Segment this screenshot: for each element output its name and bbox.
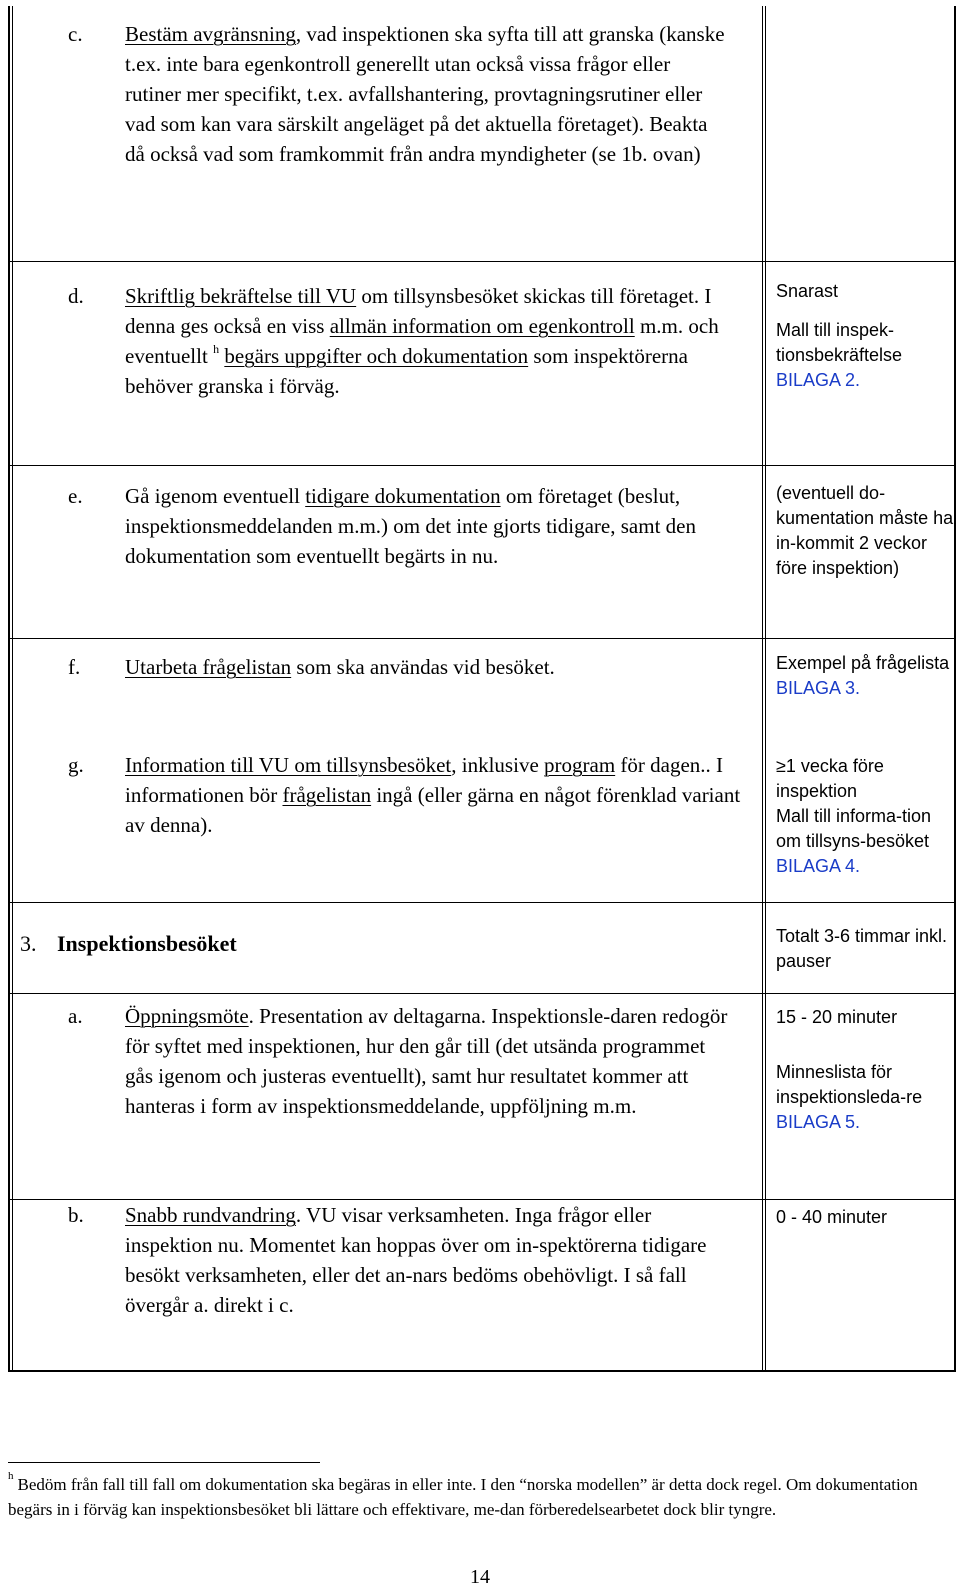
link-program[interactable]: program xyxy=(544,753,616,777)
section-side: Totalt 3-6 timmar inkl. pauser xyxy=(776,926,948,971)
row-d-text xyxy=(125,281,745,401)
row-e-text-1: Gå igenom eventuell xyxy=(125,484,306,508)
row-letter: c. xyxy=(68,22,83,46)
row-e-side: (eventuell do-kumentation måste ha in-kommit 2 veckor före inspektion) xyxy=(776,483,954,578)
side-memo-text: Minneslista för inspektionsleda-re xyxy=(776,1062,923,1107)
link-tidigare-dokumentation[interactable]: tidigare dokumentation xyxy=(305,484,501,508)
row-b-text-1: . VU visar verksamheten. Inga frågor eller inspektion nu. Momentet kan hoppas över om in-spektörerna tidigare besökt verksamheten, eller det an-nars bedöms obehövligt. I så fall övergår a. direkt i c. xyxy=(125,1203,707,1317)
link-fragelistan[interactable]: frågelistan xyxy=(282,783,372,807)
row-rule xyxy=(8,465,956,466)
side-timing: ≥1 vecka före inspektion xyxy=(776,756,884,801)
row-g-text-3: ingå (eller gärna en något förenklad variant av denna). xyxy=(125,783,741,837)
link-utarbeta-fragelistan[interactable]: Utarbeta frågelistan xyxy=(125,655,292,679)
link-information-till-vu[interactable]: Information till VU om tillsynsbesöket xyxy=(125,753,452,777)
bilaga-3-link[interactable]: BILAGA 3. xyxy=(776,678,861,698)
side-template: Mall till inspek-tionsbekräftelse xyxy=(776,320,903,365)
link-oppningsmote[interactable]: Öppningsmöte xyxy=(125,1004,249,1028)
footnote-mark: h xyxy=(8,1470,14,1483)
row-f-text xyxy=(125,652,745,682)
link-snabb-rundvandring[interactable]: Snabb rundvandring xyxy=(125,1203,296,1227)
row-letter: d. xyxy=(68,284,84,308)
footnote-separator xyxy=(8,1462,320,1463)
section-title: Inspektionsbesöket xyxy=(57,931,237,956)
row-rule xyxy=(8,902,956,903)
row-rule xyxy=(8,261,956,262)
table-left-border xyxy=(8,6,10,1372)
row-letter: e. xyxy=(68,484,83,508)
row-e-text xyxy=(125,481,745,571)
row-a-side xyxy=(776,1005,956,1135)
row-letter: g. xyxy=(68,753,84,777)
row-letter: b. xyxy=(68,1203,84,1227)
bilaga-4-link[interactable]: BILAGA 4. xyxy=(776,856,861,876)
side-template: Mall till informa-tion om tillsyns-besöket xyxy=(776,806,932,851)
row-f-side xyxy=(776,651,956,701)
side-timing: Snarast xyxy=(776,281,839,301)
link-bestam-avgransning[interactable]: Bestäm avgränsning xyxy=(125,22,296,46)
row-b-side: 0 - 40 minuter xyxy=(776,1207,888,1227)
row-d-text-2: m.m. och eventuellt xyxy=(125,314,719,368)
bilaga-5-link[interactable]: BILAGA 5. xyxy=(776,1112,861,1132)
row-b-text xyxy=(125,1200,730,1320)
side-example: Exempel på frågelista xyxy=(776,653,950,673)
link-skriftlig-bekraftelse[interactable]: Skriftlig bekräftelse till VU xyxy=(125,284,357,308)
row-a-text xyxy=(125,1001,730,1121)
bilaga-2-link[interactable]: BILAGA 2. xyxy=(776,370,861,390)
row-g-side xyxy=(776,754,956,879)
side-memo xyxy=(776,1060,956,1135)
footnote-ref[interactable]: h xyxy=(213,342,220,356)
row-letter: a. xyxy=(68,1004,83,1028)
row-g-text-2: för dagen.. I informationen bör xyxy=(125,753,724,807)
section-number: 3. xyxy=(20,931,37,956)
row-d-side xyxy=(776,279,956,393)
footnote-text: Bedöm från fall till fall om dokumentation ska begäras in eller inte. I den “norska modellen” är detta dock regel. Om dokumentation begärs in i förväg kan inspektionsbesöket bli lättare och effektivare, me-dan förberedelsearbetet dock blir tyngre. xyxy=(8,1475,918,1519)
link-allman-information[interactable]: allmän information om egenkontroll xyxy=(329,314,635,338)
row-letter: f. xyxy=(68,655,81,679)
page-number: 14 xyxy=(470,1566,490,1588)
row-a-text-1: . Presentation av deltagarna. Inspektionsle-daren redogör för syftet med inspektionen, hur den går till (det utsända programmet gås igenom och justeras eventuellt), samt hur resultatet kommer att hanteras i form av inspektionsmeddelande, uppföljning m.m. xyxy=(125,1004,728,1118)
row-e-text-2: om företaget (beslut, inspektionsmeddelanden m.m.) om det inte gjorts tidigare, samt den dokumentation som eventuellt begärts in nu. xyxy=(125,484,696,568)
row-c-body: , vad inspektionen ska syfta till att granska (kanske t.ex. inte bara egenkontroll generellt utan också vissa frågor eller rutiner mer specifikt, t.ex. avfallshantering, provtagningsrutiner eller vad som kan vara särskilt angeläget på det aktuella företaget). Beakta då också vad som framkommit från andra myndigheter (se 1b. ovan) xyxy=(125,22,725,166)
row-f-text-1: som ska användas vid besöket. xyxy=(291,655,555,679)
footnote xyxy=(8,1472,938,1522)
table-column-divider-inner xyxy=(765,6,766,1372)
side-timing: 15 - 20 minuter xyxy=(776,1007,898,1027)
row-rule xyxy=(8,638,956,639)
table-left-border-inner xyxy=(12,6,13,1372)
table-column-divider xyxy=(762,6,763,1372)
row-d-text-3: som inspektörerna behöver granska i förväg. xyxy=(125,344,688,398)
table-bottom-border xyxy=(8,1370,956,1372)
row-g-text xyxy=(125,750,745,840)
row-c-text xyxy=(111,19,731,169)
row-d-text-1: om tillsynsbesöket skickas till företaget. I denna ges också en viss xyxy=(125,284,712,338)
section-heading xyxy=(20,929,237,959)
row-rule xyxy=(8,993,956,994)
row-g-text-1: , inklusive xyxy=(451,753,545,777)
link-begars-uppgifter[interactable]: begärs uppgifter och dokumentation xyxy=(224,344,529,368)
